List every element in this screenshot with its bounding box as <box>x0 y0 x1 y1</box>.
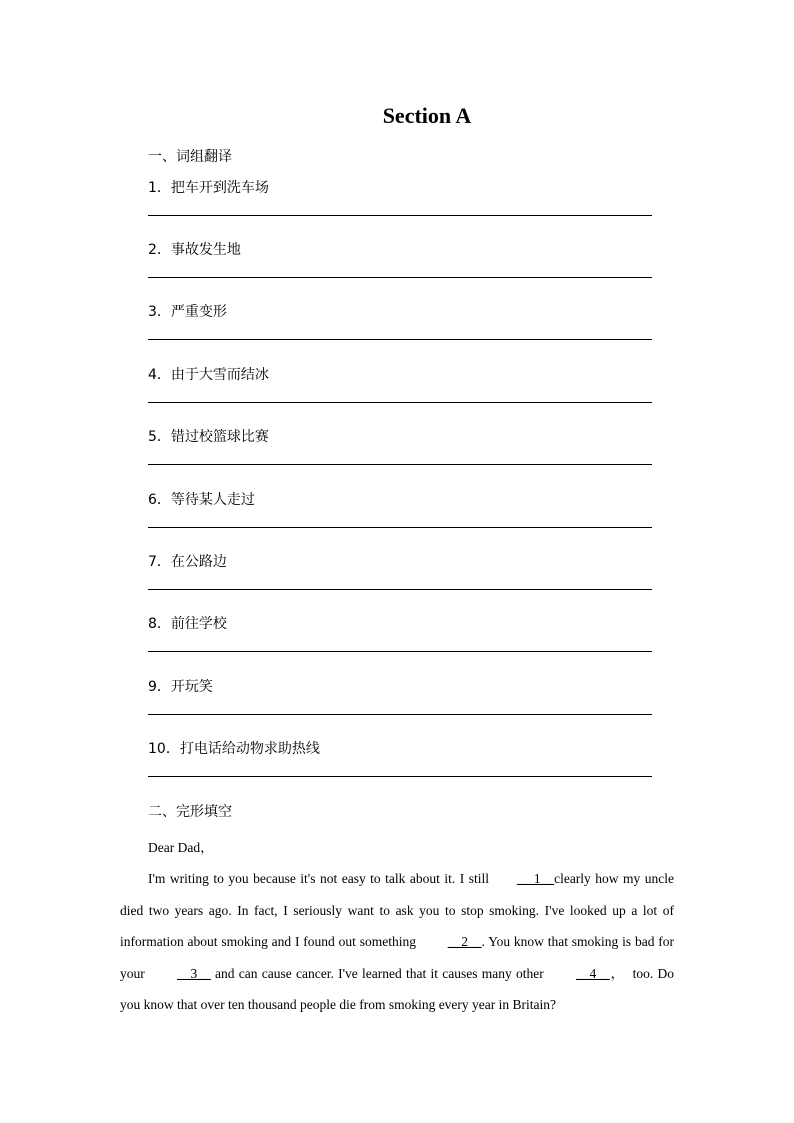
item-label: 10．打电话给动物求助热线 <box>148 741 320 757</box>
text-segment: . You know that smoking is bad for your <box>120 934 674 981</box>
section-heading-cloze: 二、完形填空 <box>148 804 232 820</box>
translation-item-10 <box>148 738 652 800</box>
text-segment: I'm writing to you because it's not easy to talk about it. I still <box>148 871 489 887</box>
answer-line <box>148 714 652 715</box>
cloze-blank-1: __ 1__ <box>516 871 555 887</box>
answer-line <box>148 776 652 777</box>
item-label: 3．严重变形 <box>148 304 227 320</box>
section-heading-translation: 一、词组翻译 <box>148 149 232 165</box>
answer-line <box>148 402 652 403</box>
translation-item-6 <box>148 489 652 551</box>
text-segment: and can cause cancer. I've learned that it causes many other <box>210 965 548 981</box>
letter-greeting: Dear Dad， <box>148 840 214 855</box>
item-label: 2．事故发生地 <box>148 242 241 258</box>
text-segment: clearly how my uncle died two years ago. In fact, I seriously want to ask you to stop smoking. I've looked up a lot of information about smoking and I found out something <box>120 871 674 950</box>
translation-item-7 <box>148 551 652 613</box>
item-label: 1．把车开到洗车场 <box>148 180 269 196</box>
page-title: Section A <box>382 103 472 128</box>
item-label: 7．在公路边 <box>148 554 227 570</box>
item-label: 6．等待某人走过 <box>148 492 255 508</box>
translation-item-8 <box>148 613 652 675</box>
translation-item-9 <box>148 676 652 738</box>
cloze-blank-3: __3__ <box>177 965 211 981</box>
translation-item-5 <box>148 426 652 488</box>
text-segment: ， too. Do you know that over ten thousand people die from smoking every year in Britain? <box>120 965 675 1013</box>
translation-item-3 <box>148 301 652 363</box>
cloze-blank-2: __2__ <box>447 934 482 950</box>
answer-line <box>148 589 652 590</box>
answer-line <box>148 527 652 528</box>
cloze-blank-4: __4__ <box>575 965 610 981</box>
answer-line <box>148 215 652 216</box>
item-label: 5．错过校篮球比赛 <box>148 429 269 445</box>
translation-item-2 <box>148 239 652 301</box>
answer-line <box>148 651 652 652</box>
item-label: 4．由于大雪而结冰 <box>148 367 269 383</box>
answer-line <box>148 277 652 278</box>
item-label: 9．开玩笑 <box>148 679 213 695</box>
answer-line <box>148 464 652 465</box>
cloze-letter <box>120 832 674 1020</box>
answer-line <box>148 339 652 340</box>
translation-item-4 <box>148 364 652 426</box>
translation-item-1 <box>148 177 652 239</box>
item-label: 8．前往学校 <box>148 616 227 632</box>
letter-paragraph <box>120 863 674 1020</box>
